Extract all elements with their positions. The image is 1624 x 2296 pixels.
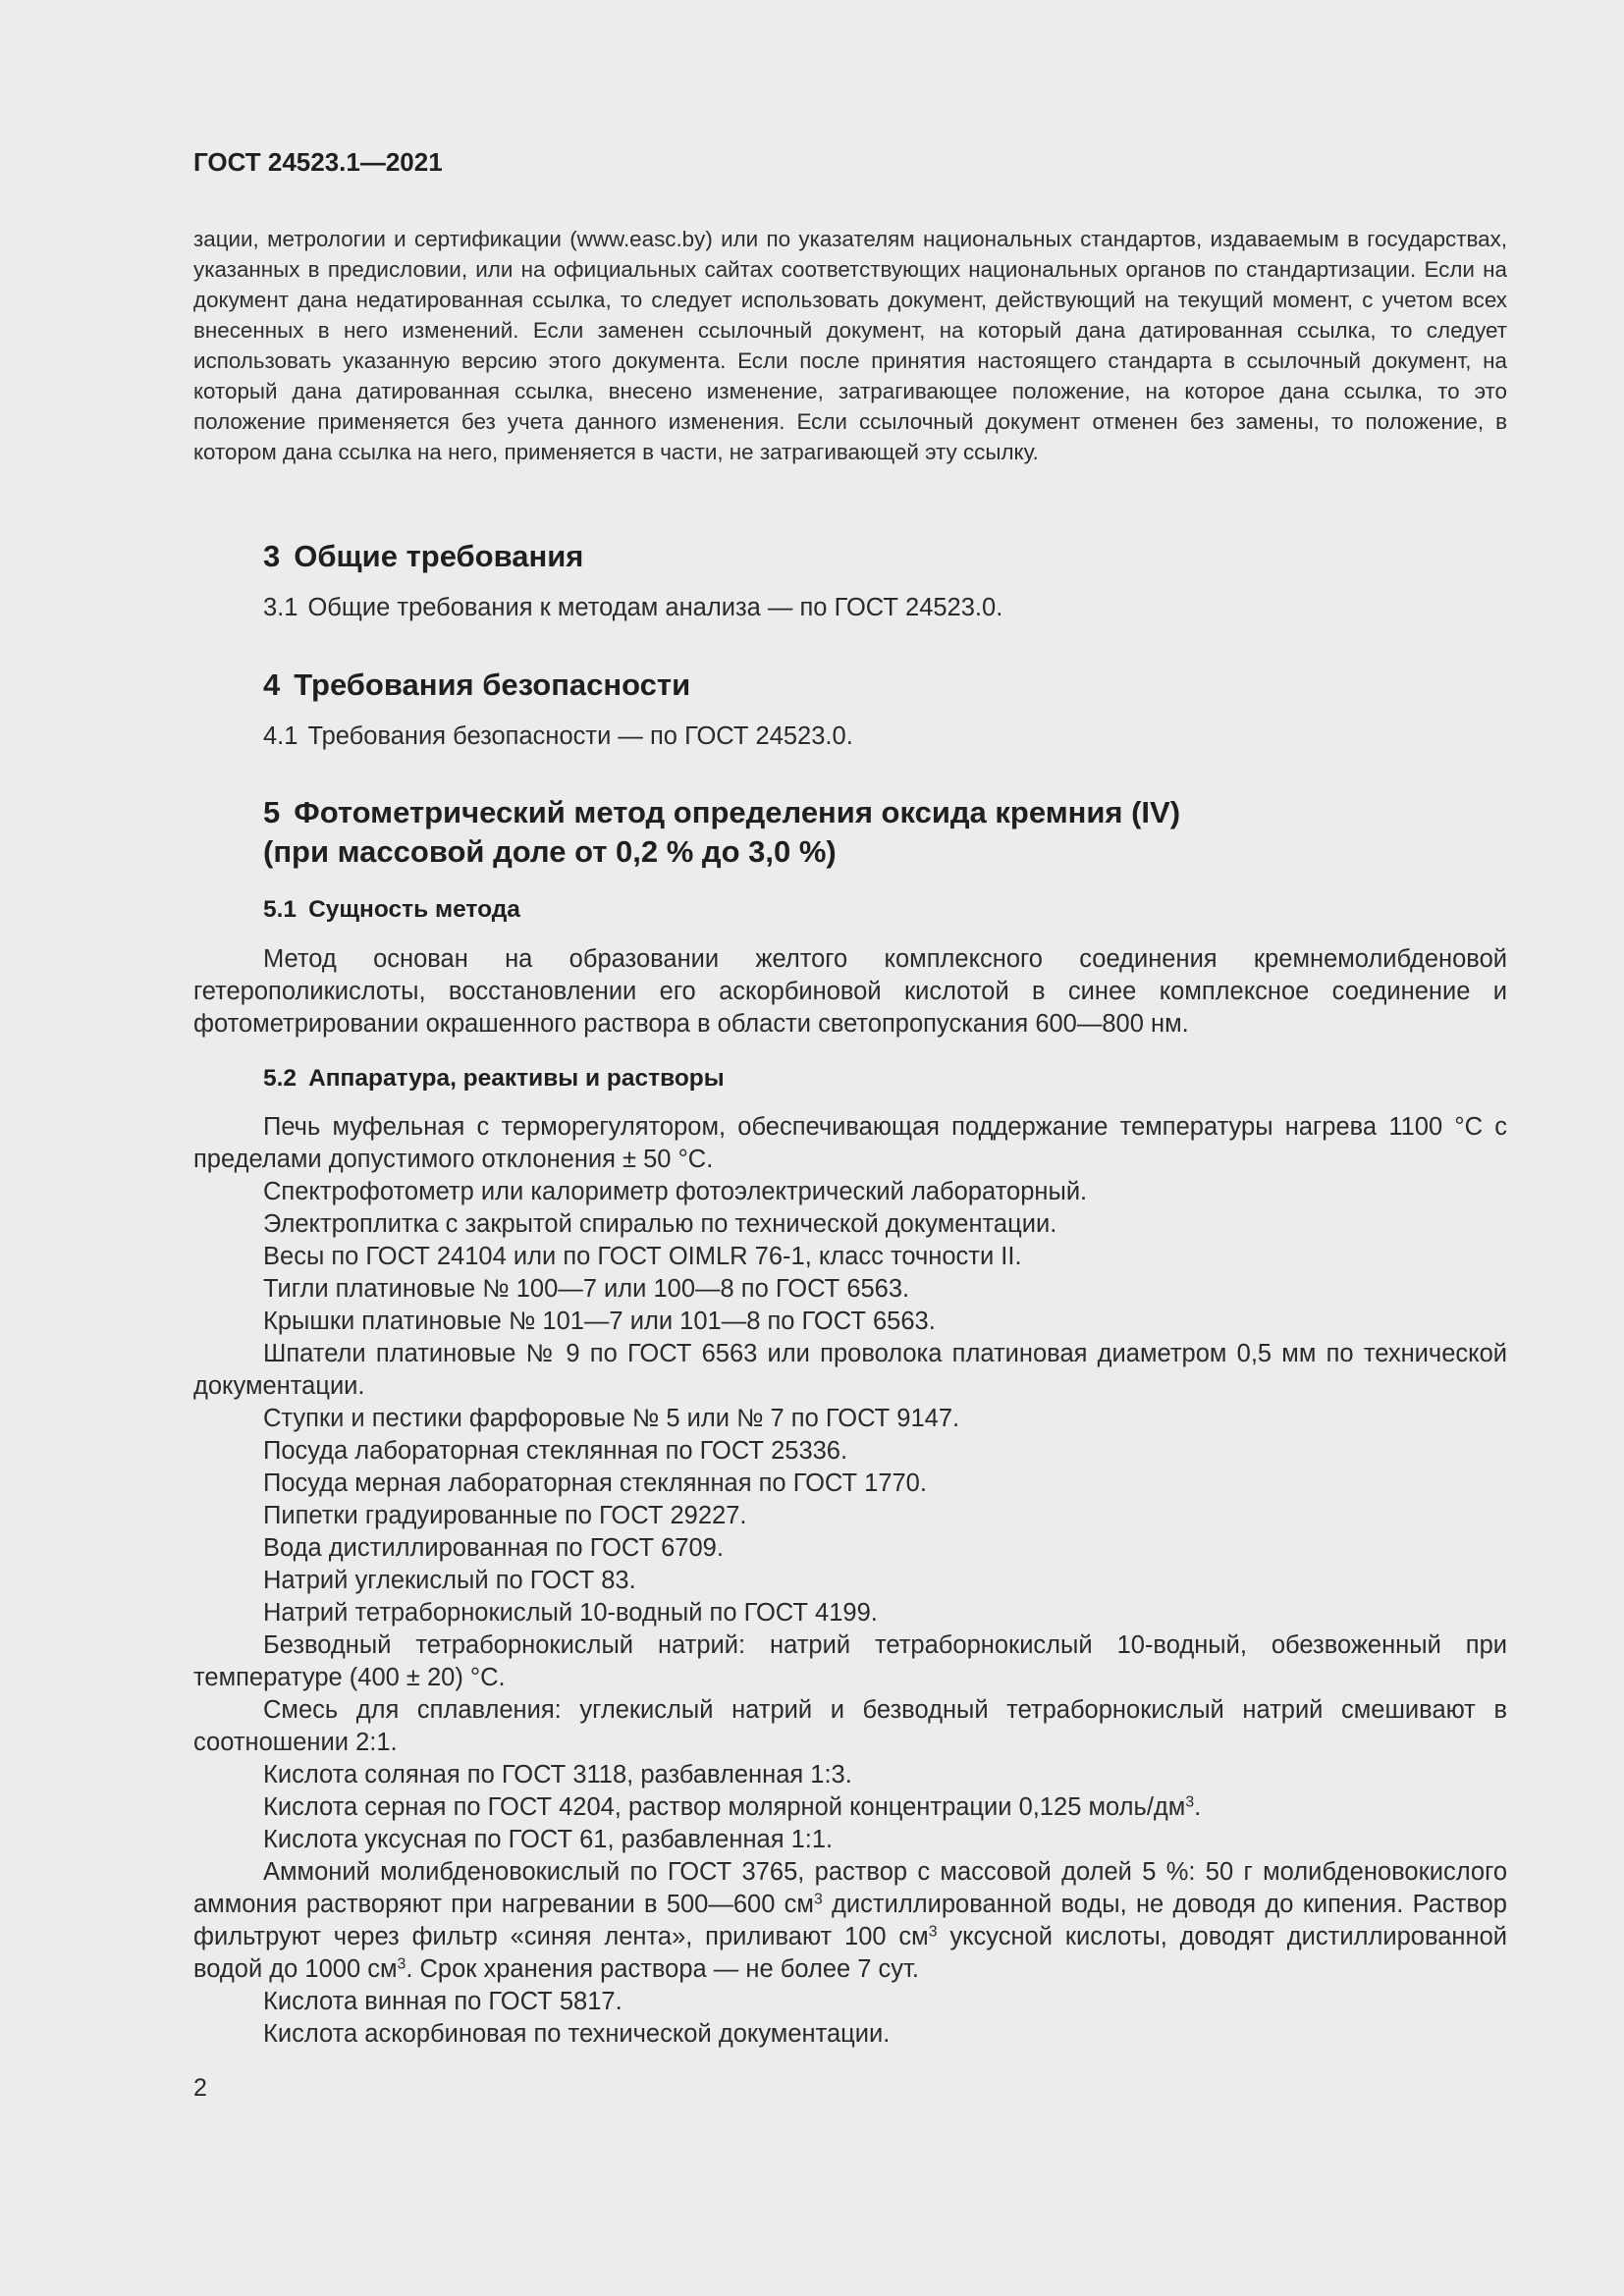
list-item-fusion-mixture: Смесь для сплавления: углекислый натрий и безводный тетраборнокислый натрий смешивают в соотношении 2:1. <box>193 1696 1507 1756</box>
running-header: ГОСТ 24523.1—2021 <box>193 147 443 177</box>
section-5-number: 5 <box>263 795 281 829</box>
section-5-heading-line2 <box>263 832 837 872</box>
superscript: 3 <box>813 1891 823 1908</box>
subsection-5-2-number: 5.2 <box>263 1065 298 1092</box>
subsection-5-1-text: Метод основан на образовании желтого комплексного соединения кремнемолибденовой гетерополикислоты, восстановлении его аскорбиновой кислотой в синее комплексное соединение и фотометрировании окрашенного раствора в области светопропускания 600—800 нм. <box>193 945 1507 1038</box>
list-item-hotplate: Электроплитка с закрытой спиралью по технической документации. <box>263 1210 1057 1238</box>
subsection-5-1-heading <box>263 896 520 924</box>
section-4-number: 4 <box>263 667 281 702</box>
clause-3-1 <box>263 592 1002 624</box>
molybdate-text-b: дистиллированной воды, не доводя до кипения. Раствор фильтруют через фильтр «синяя лента», приливают 100 см <box>193 1891 1507 1950</box>
list-item-lids: Крышки платиновые № 101—7 или 101—8 по ГОСТ 6563. <box>263 1308 936 1335</box>
superscript: 3 <box>397 1955 406 1973</box>
molybdate-text-c: уксусной кислоты, доводят дистиллированной водой до 1000 см <box>193 1923 1507 1983</box>
molybdate-text-a: Аммоний молибденовокислый по ГОСТ 3765, раствор с массовой долей 5 %: 50 г молибденовокислого аммония растворяют при нагревании в 500—600 см <box>193 1858 1507 1918</box>
list-item-scales: Весы по ГОСТ 24104 или по ГОСТ OIMLR 76-1, класс точности II. <box>263 1243 1022 1270</box>
clause-4-1-number: 4.1 <box>263 722 298 750</box>
list-item-ammonium-molybdate <box>193 1856 1507 1986</box>
clause-4-1 <box>263 721 853 753</box>
list-item-sodium-tetraborate: Натрий тетраборнокислый 10-водный по ГОСТ 4199. <box>263 1599 878 1627</box>
subsection-5-2-title: Аппаратура, реактивы и растворы <box>308 1065 725 1092</box>
page-number: 2 <box>193 2074 207 2102</box>
list-item-ascorbic-acid: Кислота аскорбиновая по технической документации. <box>263 2020 891 2048</box>
clause-3-1-number: 3.1 <box>263 594 298 621</box>
list-item-distilled-water: Вода дистиллированная по ГОСТ 6709. <box>263 1534 724 1562</box>
list-item-sodium-carbonate: Натрий углекислый по ГОСТ 83. <box>263 1567 636 1594</box>
superscript: 3 <box>1185 1793 1195 1811</box>
sulfuric-acid-text: Кислота серная по ГОСТ 4204, раствор молярной концентрации 0,125 моль/дм <box>263 1793 1186 1821</box>
list-item-volumetric-glassware: Посуда мерная лабораторная стеклянная по ГОСТ 1770. <box>263 1469 927 1497</box>
list-item-glassware: Посуда лабораторная стеклянная по ГОСТ 25336. <box>263 1437 848 1465</box>
subsection-5-1-title: Сущность метода <box>308 896 520 923</box>
apparatus-list <box>193 1111 1507 2051</box>
section-4-title: Требования безопасности <box>294 667 691 702</box>
list-item-tartaric-acid: Кислота винная по ГОСТ 5817. <box>263 1988 623 2015</box>
intro-text: зации, метрологии и сертификации (www.easc.by) или по указателям национальных стандартов, издаваемым в государствах, указанных в предисловии, или на официальных сайтах соответствующих национальных органов по стандартизации. Если на документ дана недатированная ссылка, то следует использовать документ, действующий на текущий момент, с учетом всех внесенных в него изменений. Если заменен ссылочный документ, на который дана датированная ссылка, то следует использовать указанную версию этого документа. Если после принятия настоящего стандарта в ссылочный документ, на который дана датированная ссылка, внесено изменение, затрагивающее положение, на которое дана ссылка, то это положение применяется без учета данного изменения. Если ссылочный документ отменен без замены, то положение, в котором дана ссылка на него, применяется в части, не затрагивающей эту ссылку. <box>193 227 1507 464</box>
clause-3-1-text: Общие требования к методам анализа — по ГОСТ 24523.0. <box>307 594 1003 621</box>
list-item-crucibles: Тигли платиновые № 100—7 или 100—8 по ГОСТ 6563. <box>263 1275 910 1303</box>
subsection-5-1-number: 5.1 <box>263 896 298 923</box>
list-item-sulfuric-acid <box>193 1791 1507 1824</box>
list-item-hydrochloric-acid: Кислота соляная по ГОСТ 3118, разбавленная 1:3. <box>263 1761 852 1789</box>
section-5-heading <box>263 793 1180 832</box>
subsection-5-2-heading <box>263 1065 725 1093</box>
intro-paragraph <box>193 224 1507 467</box>
list-item-pipettes: Пипетки градуированные по ГОСТ 29227. <box>263 1502 747 1529</box>
list-item-anhydrous-tetraborate: Безводный тетраборнокислый натрий: натрий тетраборнокислый 10-водный, обезвоженный при температуре (400 ± 20) °С. <box>193 1631 1507 1691</box>
section-3-number: 3 <box>263 539 281 573</box>
section-5-title-line1: Фотометрический метод определения оксида кремния (IV) <box>294 795 1181 829</box>
superscript: 3 <box>928 1923 938 1941</box>
clause-4-1-text: Требования безопасности — по ГОСТ 24523.0. <box>307 722 853 750</box>
list-item-spectrophotometer: Спектрофотометр или калориметр фотоэлектрический лабораторный. <box>263 1178 1088 1205</box>
list-item-muffle-furnace: Печь муфельная с терморегулятором, обеспечивающая поддержание температуры нагрева 1100 °С с пределами допустимого отклонения ± 50 °С. <box>193 1113 1507 1173</box>
section-5-title-line2: (при массовой доле от 0,2 % до 3,0 %) <box>263 834 837 869</box>
list-item-acetic-acid: Кислота уксусная по ГОСТ 61, разбавленная 1:1. <box>263 1826 834 1853</box>
subsection-5-1-paragraph <box>193 943 1507 1041</box>
section-4-heading <box>263 666 690 705</box>
molybdate-text-d: . Срок хранения раствора — не более 7 сут. <box>406 1955 919 1983</box>
section-3-title: Общие требования <box>294 539 584 573</box>
list-item-mortars: Ступки и пестики фарфоровые № 5 или № 7 по ГОСТ 9147. <box>263 1405 960 1432</box>
list-item-spatulas: Шпатели платиновые № 9 по ГОСТ 6563 или проволока платиновая диаметром 0,5 мм по технической документации. <box>193 1340 1507 1400</box>
section-3-heading <box>263 537 583 576</box>
sulfuric-acid-end: . <box>1194 1793 1202 1821</box>
